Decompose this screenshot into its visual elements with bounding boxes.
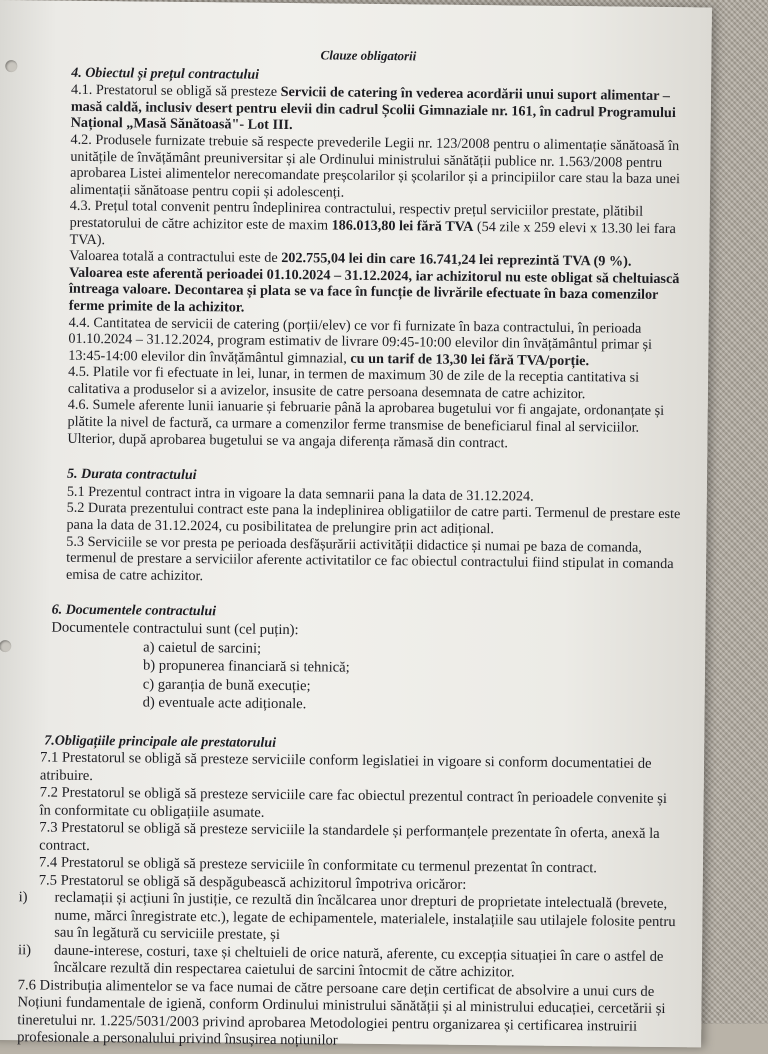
paragraph-7-2: 7.2 Prestatorul se obligă să presteze serviciile care fac obiectul prezentul contract în perioadele convenite și în conformitate cu obligațiile asumate. bbox=[39, 784, 668, 821]
list-item: a) caietul de sarcini; bbox=[143, 639, 262, 657]
section-4-heading: 4. Obiectul și prețul contractului bbox=[71, 65, 260, 83]
list-item: b) propunerea financiară si tehnică; bbox=[142, 657, 350, 676]
section-5-heading: 5. Durata contractului bbox=[66, 466, 197, 484]
document-list bbox=[97, 638, 684, 718]
paragraph-7-5: 7.5 Prestatorul se obligă să despăgubească achizitorul împotriva oricăror: bbox=[38, 872, 467, 893]
paragraph-4-1: 4.1. Prestatorul se obligă să presteze Servicii de catering în vederea acordării unui suport alimentar – masă caldă, inclusiv desert pentru elevii din cadrul Școlii Gimnaziale nr. 161, în cadrul Programului Național „Masă Sănătoasă"- Lot III. bbox=[70, 81, 676, 134]
punch-hole bbox=[0, 640, 11, 652]
paragraph-7-1: 7.1 Prestatorul se obligă să presteze serviciile conform legislatiei in vigoare si conform documentatiei de atribuire. bbox=[39, 749, 652, 784]
section-6-intro: Documentele contractului sunt (cel puțin): bbox=[51, 619, 299, 639]
paragraph-4-3: 4.3. Prețul total convenit pentru îndeplinirea contractului, respectiv prețul serviciilor prestate, plătibil prestatorului de către achizitor este de maxim 186.013,80 lei fără TVA (54 zile x 259 elevi x 13.30 lei fara TVA). bbox=[69, 198, 676, 248]
paragraph-7-3: 7.3 Prestatorul se obligă să presteze serviciile la standardele și performanțele prezentate în oferta, anexă la contract. bbox=[39, 819, 660, 854]
section-7-heading: 7.Obligațiile principale ale prestatorului bbox=[44, 733, 277, 751]
paragraph-4-2: 4.2. Produsele furnizate trebuie să respecte prevederile Legii nr. 123/2008 pentru o alimentație sănătoasă în unitățile de învățământ preuniversitar și ale Ordinului ministrului sănătății publice nr. 1.563/2008 pentru aprobarea Listei alimentelor nerecomandate preșcolarilor și școlarilor și a principiilor care stau la baza unei alimentații sănătoase pentru copii și adolescenți. bbox=[69, 131, 681, 201]
paragraph-7-4: 7.4 Prestatorul se obligă să presteze serviciile în conformitate cu termenul prezentat în contract. bbox=[38, 854, 598, 877]
section-6-heading: 6. Documentele contractului bbox=[51, 602, 217, 620]
paragraph-4-5: 4.5. Platile vor fi efectuate in lei, lunar, in termen de maximum 30 de zile de la receptia cantitativa si calitativa a produselor si a avizelor, insusite de catre persoana desemnata de catre achizitor. bbox=[67, 364, 640, 403]
paragraph-5-3: 5.3 Serviciile se vor presta pe perioada desfășurării activității didactice și numai pe baza de comanda, termenul de prestare a serviciilor aferente activitatilor ce fac obiectul contractului fiind stipulat in comanda emisa de catre achizitor. bbox=[65, 533, 674, 584]
document-content bbox=[17, 45, 689, 1054]
list-item: c) garanția de bună execuție; bbox=[142, 676, 311, 694]
paragraph-5-1: 5.1 Prezentul contract intra in vigoare la data semnarii pana la data de 31.12.2024. bbox=[66, 483, 534, 505]
document-title: Clauze obligatorii bbox=[320, 47, 417, 64]
punch-hole bbox=[5, 60, 17, 72]
paragraph-7-6: 7.6 Distribuția alimentelor se va face numai de către persoane care dețin certificat de absolvire a unui curs de Noțiuni fundamentale de igienă, conform Ordinului ministrului sănătății și al ministrului educației, cercetării și tineretului nr. 1.225/5031/2003 privind aprobarea Metodologiei pentru organizarea și certificarea instruirii profesionale a personalului privind însușirea noțiunilor bbox=[17, 976, 666, 1049]
paragraph-4-4: 4.4. Cantitatea de servicii de catering (porții/elev) ce vor fi furnizate în baza contractului, în perioada 01.10.2024 – 31.12.2024, program estimativ de livrare 09:45-10:00 elevilor din învățământul primar și 13:45-14:00 elevilor din învățământul gimnazial, cu un tarif de 13,30 lei fără TVA/porție. bbox=[68, 314, 653, 369]
paragraph-valoare: Valoarea totală a contractului este de 202.755,04 lei din care 16.741,24 lei reprezintă TVA (9 %). Valoarea este aferentă perioadei 01.10.2024 – 31.12.2024, iar achizitorul nu este obligat să cheltuiască întreaga valoare. Decontarea și plata se va face în funcție de livrările efectuate în baza comenzilor ferme primite de la achizitor. bbox=[68, 247, 680, 316]
paragraph-5-2: 5.2 Durata prezentului contract este pana la indeplinirea obligatiilor de catre parti. Termenul de prestare este pana la data de 31.12.2024, cu posibilitatea de prelungire prin act adițional. bbox=[66, 500, 681, 538]
list-item-ii: ii) daune-interese, costuri, taxe și cheltuieli de orice natură, aferente, cu excepția situației în care o astfel de încălcare rezultă din respectarea caietului de sarcini întocmit de către achizitor. bbox=[17, 941, 664, 981]
list-item-i: i) reclamații și acțiuni în justiție, ce rezultă din încălcarea unor drepturi de proprietate intelectuală (brevete, nume, mărci înregistrate etc.), legate de echipamentele, materialele, instalațiile sau utilajele folosite pentru sau în legătură cu serviciile prestate, și bbox=[18, 889, 676, 944]
paragraph-4-6: 4.6. Sumele aferente lunii ianuarie și februarie până la aprobarea bugetului vor fi angajate, ordonanțate și plătite la nivel de factură, ca urmare a comenzilor ferme transmise de beneficiarul final al serviciilor. Ulterior, după aprobarea bugetului se va angaja diferența rămasă din contract. bbox=[67, 397, 665, 451]
list-item: d) eventuale acte adiționale. bbox=[142, 694, 307, 713]
